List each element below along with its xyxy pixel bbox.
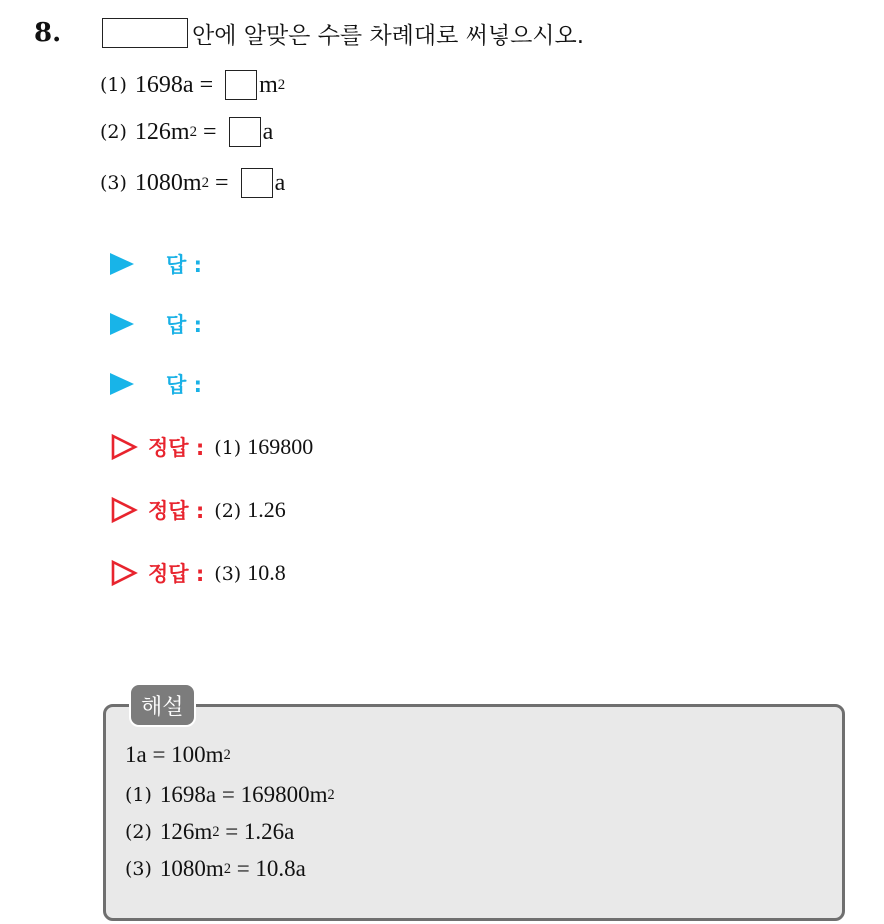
explanation-tag: 해설 bbox=[129, 683, 196, 727]
explanation-line: 1a = 100m 2 bbox=[125, 742, 231, 767]
equals-sign: = bbox=[203, 118, 217, 145]
answer-label: 답 : bbox=[166, 253, 202, 277]
solution-number: 169800 bbox=[247, 434, 314, 459]
equals-sign: = bbox=[199, 71, 214, 98]
explanation-expr-post: = 1.26a bbox=[219, 819, 295, 844]
explanation-panel bbox=[103, 704, 845, 921]
item-unit: m bbox=[259, 71, 278, 98]
item-left: 1698a bbox=[134, 71, 194, 98]
explanation-expr: 1a = 100m bbox=[125, 742, 224, 767]
solution-label: 정답 : bbox=[148, 499, 205, 523]
answer-blank bbox=[241, 168, 273, 198]
blank-box bbox=[102, 18, 188, 48]
play-triangle-icon bbox=[110, 253, 134, 275]
item-left: 126m bbox=[134, 118, 190, 145]
question-instruction bbox=[102, 16, 584, 50]
answer-label: 답 : bbox=[166, 373, 202, 397]
solution-item-label: (2) bbox=[214, 500, 242, 522]
solution-label: 정답 : bbox=[148, 562, 205, 586]
solution-value bbox=[214, 434, 313, 460]
answer-line-2[interactable] bbox=[110, 306, 202, 342]
explanation-line: (3) 1080m 2 = 10.8a bbox=[125, 856, 306, 881]
explanation-expr-post: = 10.8a bbox=[230, 856, 306, 881]
question-number: 8. bbox=[34, 18, 62, 48]
explanation-expr: 1698a = 169800m bbox=[159, 782, 328, 807]
item-left: 1080m bbox=[134, 169, 202, 196]
item-label: (1) bbox=[100, 74, 127, 96]
solution-item-label: (1) bbox=[214, 437, 242, 459]
solution-value bbox=[214, 560, 285, 586]
item-expression: 126m 2 = a bbox=[135, 117, 273, 147]
item-expression: 1698a = m 2 bbox=[135, 70, 285, 100]
instruction-text: 안에 알맞은 수를 차례대로 써넣으시오. bbox=[192, 22, 585, 49]
answer-blank bbox=[229, 117, 261, 147]
explanation-expr: 1080m bbox=[159, 856, 224, 881]
solution-number: 1.26 bbox=[247, 497, 286, 522]
outline-triangle-icon bbox=[110, 433, 138, 461]
question-item-2 bbox=[100, 115, 273, 149]
solution-label: 정답 : bbox=[148, 436, 205, 460]
item-label: (3) bbox=[100, 172, 127, 194]
item-label: (2) bbox=[100, 121, 127, 143]
explanation-item-label: (1) bbox=[125, 784, 152, 806]
play-triangle-icon bbox=[110, 373, 134, 395]
answer-line-3[interactable] bbox=[110, 366, 202, 402]
explanation-expr: 126m bbox=[159, 819, 213, 844]
play-triangle-icon bbox=[110, 313, 134, 335]
solution-line-1 bbox=[110, 427, 313, 467]
question-item-3 bbox=[100, 166, 285, 200]
solution-item-label: (3) bbox=[214, 563, 242, 585]
answer-line-1[interactable] bbox=[110, 246, 202, 282]
solution-line-3 bbox=[110, 553, 286, 593]
outline-triangle-icon bbox=[110, 496, 138, 524]
item-unit: a bbox=[262, 118, 274, 145]
outline-triangle-icon bbox=[110, 559, 138, 587]
question-item-1 bbox=[100, 68, 285, 102]
solution-value bbox=[214, 497, 285, 523]
equals-sign: = bbox=[215, 169, 229, 196]
explanation-line: (2) 126m 2 = 1.26a bbox=[125, 819, 295, 844]
explanation-item-label: (3) bbox=[125, 858, 152, 880]
answer-blank bbox=[225, 70, 257, 100]
answer-label: 답 : bbox=[166, 313, 202, 337]
solution-number: 10.8 bbox=[247, 560, 286, 585]
item-unit: a bbox=[274, 169, 286, 196]
explanation-line: (1) 1698a = 169800m 2 bbox=[125, 782, 335, 807]
item-expression: 1080m 2 = a bbox=[135, 168, 285, 198]
solution-line-2 bbox=[110, 490, 286, 530]
explanation-item-label: (2) bbox=[125, 821, 152, 843]
